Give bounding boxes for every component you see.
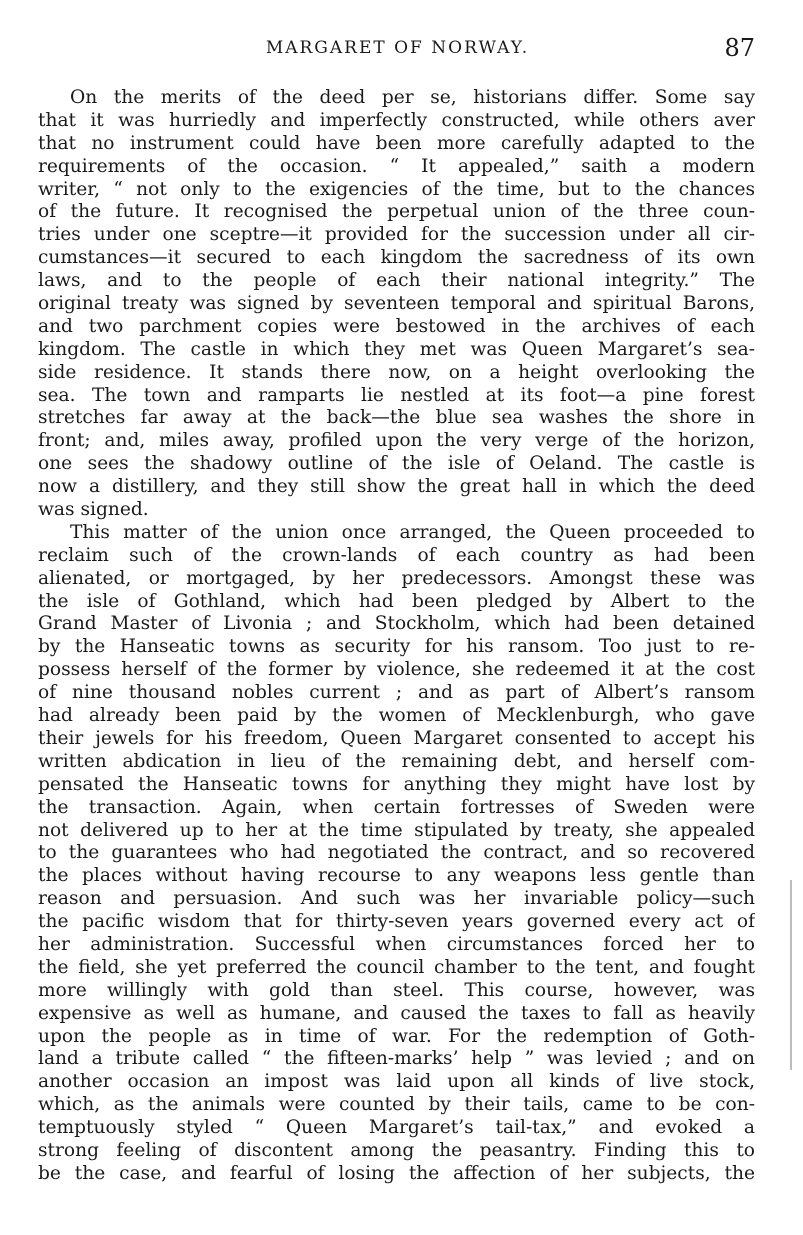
text-line: alienated, or mortgaged, by her predecessors. Amongst these was	[38, 567, 755, 589]
text-line: upon the people as in time of war. For the redemption of Goth-	[38, 1025, 755, 1047]
text-line: reason and persuasion. And such was her invariable policy—such	[38, 888, 755, 910]
text-line: to the guarantees who had negotiated the contract, and so recovered	[38, 842, 755, 864]
text-line: This matter of the union once arranged, the Queen proceeded to	[70, 521, 755, 543]
margin-rule	[790, 880, 792, 1070]
text-line: her administration. Successful when circumstances forced her to	[38, 933, 755, 955]
text-line: be the case, and fearful of losing the affection of her subjects, the	[38, 1162, 755, 1184]
body-text	[38, 87, 755, 1186]
text-line: their jewels for his freedom, Queen Margaret consented to accept his	[38, 727, 755, 749]
text-line: that it was hurriedly and imperfectly constructed, while others aver	[38, 109, 755, 131]
text-line: temptuously styled “ Queen Margaret’s tail-tax,” and evoked a	[38, 1117, 755, 1139]
text-line: possess herself of the former by violence, she redeemed it at the cost	[38, 659, 755, 681]
text-line: was signed.	[38, 499, 149, 521]
text-line: sea. The town and ramparts lie nestled at its foot—a pine forest	[38, 384, 755, 406]
text-line: On the merits of the deed per se, historians differ. Some say	[70, 87, 755, 108]
text-line: not delivered up to her at the time stipulated by treaty, she appealed	[38, 819, 755, 841]
text-line: had already been paid by the women of Mecklenburgh, who gave	[38, 705, 755, 727]
text-line: cumstances—it secured to each kingdom the sacredness of its own	[38, 247, 755, 269]
page-number: 87	[724, 34, 755, 62]
text-line: kingdom. The castle in which they met was Queen Margaret’s sea-	[38, 338, 755, 360]
text-line: now a distillery, and they still show the great hall in which the deed	[38, 476, 755, 498]
text-line: the transaction. Again, when certain fortresses of Sweden were	[38, 796, 755, 818]
text-line: of nine thousand nobles current ; and as part of Albert’s ransom	[38, 682, 755, 704]
text-line: another occasion an impost was laid upon all kinds of live stock,	[38, 1071, 755, 1093]
text-line: reclaim such of the crown-lands of each country as had been	[38, 544, 755, 566]
text-line: by the Hanseatic towns as security for his ransom. Too just to re-	[38, 636, 755, 658]
running-title: MARGARET OF NORWAY.	[265, 38, 530, 58]
text-line: the places without having recourse to any weapons less gentle than	[38, 865, 755, 887]
text-line: pensated the Hanseatic towns for anything they might have lost by	[38, 773, 755, 795]
text-line: the isle of Gothland, which had been pledged by Albert to the	[38, 590, 755, 612]
text-line: the pacific wisdom that for thirty-seven years governed every act of	[38, 911, 755, 933]
text-line: original treaty was signed by seventeen temporal and spiritual Barons,	[38, 293, 755, 315]
text-line: laws, and to the people of each their national integrity.” The	[38, 270, 755, 292]
text-line: that no instrument could have been more carefully adapted to the	[38, 132, 755, 154]
running-head	[40, 34, 755, 64]
text-line: of the future. It recognised the perpetual union of the three coun-	[38, 201, 755, 223]
text-line: side residence. It stands there now, on a height overlooking the	[38, 361, 755, 383]
text-line: stretches far away at the back—the blue sea washes the shore in	[38, 407, 755, 429]
text-line: which, as the animals were counted by their tails, came to be con-	[38, 1094, 755, 1116]
text-line: front; and, miles away, profiled upon the very verge of the horizon,	[38, 430, 755, 452]
text-line: expensive as well as humane, and caused the taxes to fall as heavily	[38, 1002, 755, 1024]
text-line: tries under one sceptre—it provided for the succession under all cir-	[38, 224, 755, 246]
text-line: one sees the shadowy outline of the isle of Oeland. The castle is	[38, 453, 755, 475]
text-line: strong feeling of discontent among the peasantry. Finding this to	[38, 1139, 755, 1161]
text-line: writer, “ not only to the exigencies of the time, but to the chances	[38, 178, 755, 200]
text-line: the field, she yet preferred the council chamber to the tent, and fought	[38, 956, 755, 978]
text-line: more willingly with gold than steel. This course, however, was	[38, 979, 755, 1001]
text-line: and two parchment copies were bestowed in the archives of each	[38, 315, 755, 337]
text-line: land a tribute called “ the fifteen-marks’ help ” was levied ; and on	[38, 1048, 755, 1070]
text-line: written abdication in lieu of the remaining debt, and herself com-	[38, 750, 755, 772]
text-line: requirements of the occasion. “ It appealed,” saith a modern	[38, 155, 755, 177]
text-line: Grand Master of Livonia ; and Stockholm, which had been detained	[38, 613, 755, 635]
